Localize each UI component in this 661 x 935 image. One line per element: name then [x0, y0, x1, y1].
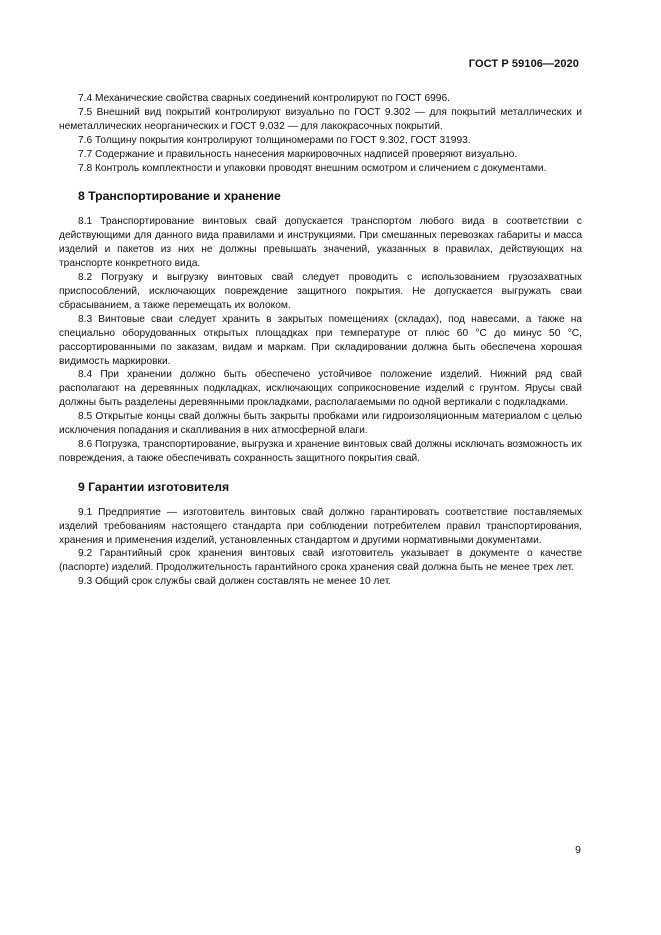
section-9-title: 9 Гарантии изготовителя	[78, 479, 230, 494]
clause-8-3: 8.3 Винтовые сваи следует хранить в закрытых помещениях (складах), под навесами, а также на специально оборудованных открытых площадках при температуре от плюс 60 °С до минус 50 °С, рассортированными по заказам, видам и маркам. При складировании должна быть обеспечена хорошая видимость маркировки.	[59, 313, 582, 367]
clause-8-5: 8.5 Открытые концы свай должны быть закрыты пробками или гидроизоляционным материалом с целью исключения попадания и скапливания в них атмосферной влаги.	[59, 411, 582, 437]
clause-7-8: 7.8 Контроль комплектности и упаковки проводят внешним осмотром и сличением с документами.	[78, 162, 547, 174]
document-header: ГОСТ Р 59106—2020	[468, 58, 579, 70]
clause-7-5: 7.5 Внешний вид покрытий контролируют визуально по ГОСТ 9.302 — для покрытий металлических и неметаллических неорганических и ГОСТ 9.032 — для лакокрасочных покрытий.	[59, 106, 582, 132]
clause-8-1: 8.1 Транспортирование винтовых свай допускается транспортом любого вида в соответствии с действующими для данного вида правилами и инструкциями. При смешанных перевозках габариты и масса изделий и пакетов из них не должны превышать значений, указанных в правилах, действующих на транспорте конкретного вида.	[59, 216, 582, 270]
page-content	[59, 92, 582, 589]
clause-8-6: 8.6 Погрузка, транспортирование, выгрузка и хранение винтовых свай должны исключать возможность их повреждения, а также обеспечивать сохранность защитного покрытия свай.	[59, 438, 582, 464]
section-8-title: 8 Транспортирование и хранение	[78, 189, 281, 204]
clause-9-1: 9.1 Предприятие — изготовитель винтовых свай должно гарантировать соответствие поставляемых изделий требованиям настоящего стандарта при соблюдении потребителем правил транспортирования, хранения и применения изделий, установленных стандартом и другими нормативными документами.	[59, 506, 582, 546]
clause-9-3: 9.3 Общий срок службы свай должен составлять не менее 10 лет.	[78, 576, 392, 588]
clause-8-4: 8.4 При хранении должно быть обеспечено устойчивое положение изделий. Нижний ряд свай располагают на деревянных подкладках, исключающих соприкосновение изделий с грунтом. Ярусы свай должны быть разделены деревянными прокладками, располагаемыми по одной вертикали с подкладками.	[59, 369, 582, 409]
page-number: 9	[575, 844, 581, 856]
clause-7-6: 7.6 Толщину покрытия контролируют толщиномерами по ГОСТ 9.302, ГОСТ 31993.	[78, 134, 471, 146]
clause-7-7: 7.7 Содержание и правильность нанесения маркировочных надписей проверяют визуально.	[78, 148, 518, 160]
clause-9-2: 9.2 Гарантийный срок хранения винтовых свай изготовитель указывает в документе о качестве (паспорте) изделий. Продолжительность гарантийного срока хранения свай должна быть не менее трех лет.	[59, 548, 582, 574]
clause-7-4: 7.4 Механические свойства сварных соединений контролируют по ГОСТ 6996.	[78, 93, 450, 104]
clause-8-2: 8.2 Погрузку и выгрузку винтовых свай следует проводить с использованием грузозахватных приспособлений, исключающих повреждение защитного покрытия. Не допускается выгружать сваи сбрасыванием, а также перемещать их волоком.	[59, 272, 582, 311]
